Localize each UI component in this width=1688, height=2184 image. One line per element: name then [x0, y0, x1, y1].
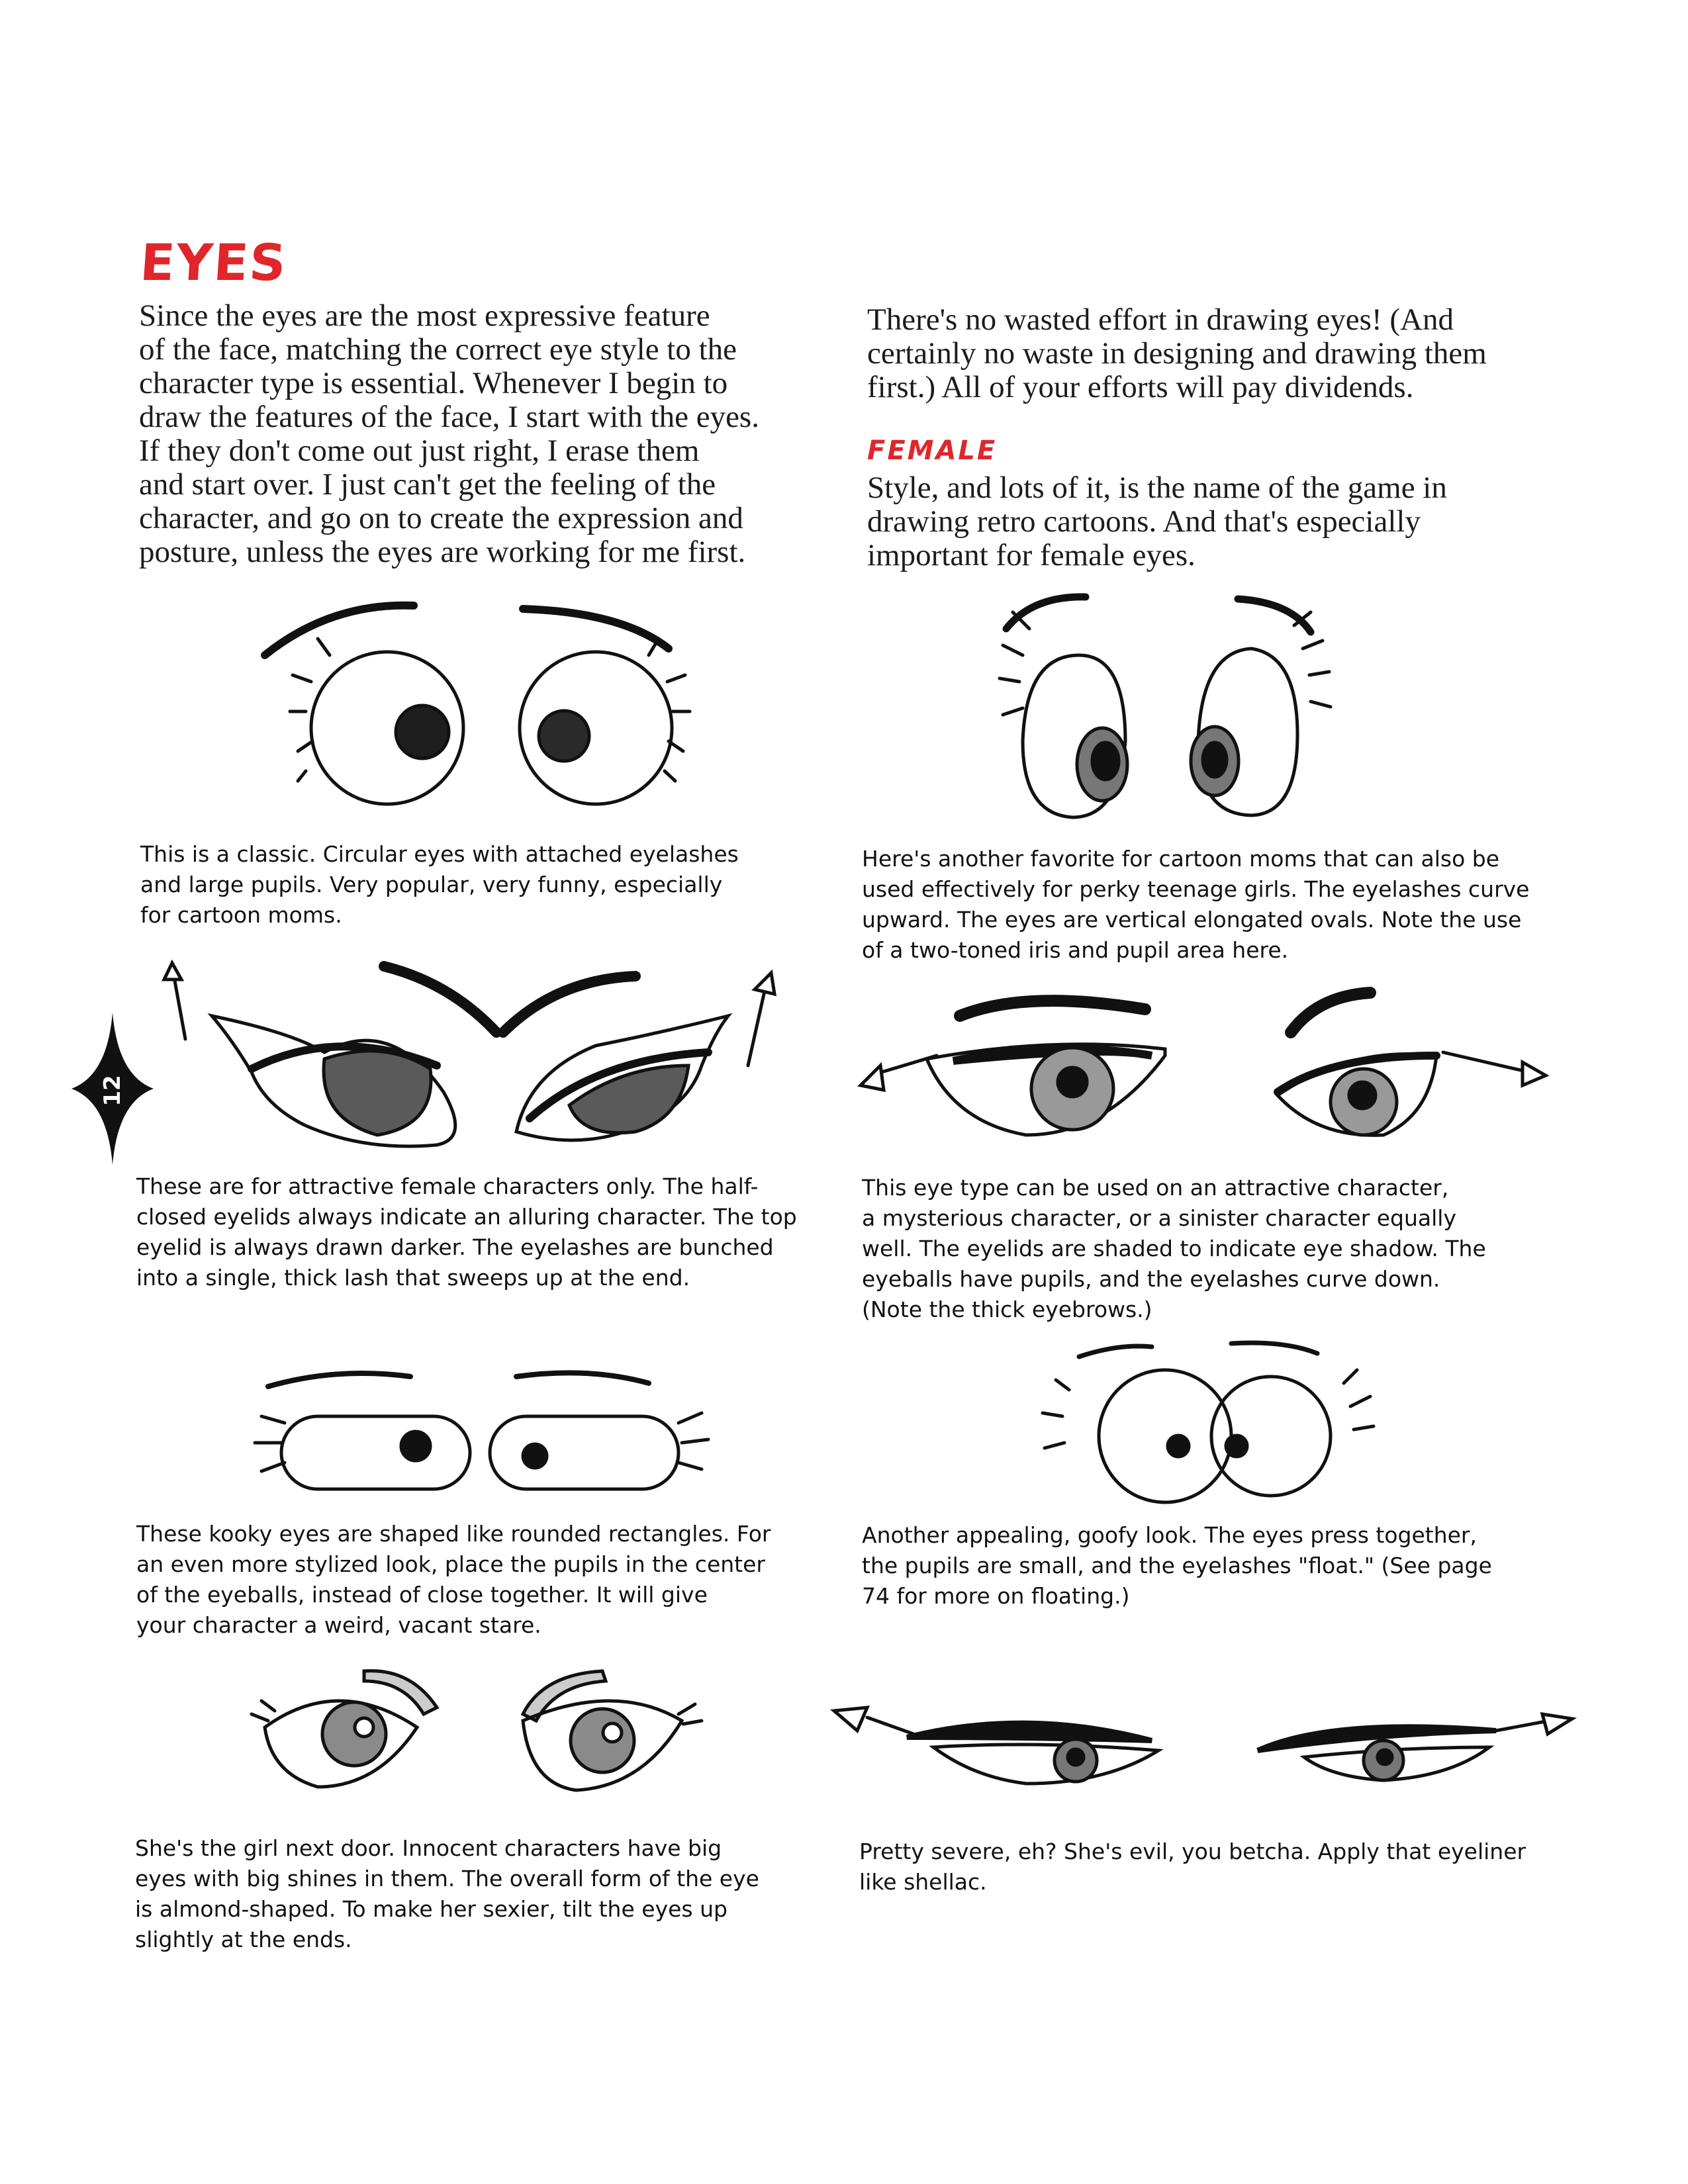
intro-left-line: If they don't come out just right, I erase them [139, 433, 700, 468]
caption-classic [140, 839, 842, 931]
half-closed-eyes-illustration [159, 953, 794, 1171]
caption-line: These kooky eyes are shaped like rounded rectangles. For [136, 1521, 771, 1547]
caption-line: This eye type can be used on an attractive character, [862, 1175, 1449, 1201]
caption-line: (Note the thick eyebrows.) [862, 1297, 1152, 1322]
caption-line: eyelid is always drawn darker. The eyelashes are bunched [136, 1234, 774, 1260]
almond-eyes-illustration [245, 1655, 722, 1813]
caption-line: of a two-toned iris and pupil area here. [862, 937, 1289, 963]
caption-mysterious [862, 1173, 1590, 1325]
intro-left-line: character, and go on to create the expression and [139, 501, 743, 535]
caption-line: the pupils are small, and the eyelashes "float." (See page [862, 1553, 1492, 1578]
caption-goofy [862, 1520, 1590, 1612]
oval-eyes-illustration [986, 582, 1357, 847]
caption-line: an even more stylized look, place the pupils in the center [136, 1551, 765, 1577]
caption-line: She's the girl next door. Innocent characters have big [135, 1835, 722, 1861]
shaded-eyes-illustration [854, 983, 1569, 1175]
caption-line: closed eyelids always indicate an alluring character. The top [136, 1204, 797, 1230]
intro-left-line: draw the features of the face, I start with the eyes. [139, 400, 759, 434]
intro-left-line: posture, unless the eyes are working for me first. [139, 535, 746, 569]
intro-left-line: of the face, matching the correct eye style to the [139, 332, 737, 367]
female-intro [867, 471, 1595, 572]
page-title: EYES [138, 233, 289, 292]
female-intro-line: important for female eyes. [867, 538, 1196, 572]
caption-line: Here's another favorite for cartoon moms that can also be [862, 846, 1500, 872]
caption-line: used effectively for perky teenage girls. The eyelashes curve [862, 876, 1530, 902]
caption-line: of the eyeballs, instead of close together. It will give [136, 1582, 708, 1608]
caption-line: a mysterious character, or a sinister character equally [862, 1205, 1457, 1231]
caption-line: into a single, thick lash that sweeps up at the end. [136, 1265, 690, 1291]
severe-eyeliner-eyes-illustration [827, 1684, 1582, 1803]
caption-line: Another appealing, goofy look. The eyes press together, [862, 1522, 1477, 1548]
intro-right-line: There's no wasted effort in drawing eyes! (And [867, 302, 1454, 337]
caption-line: 74 for more on floating.) [862, 1583, 1130, 1609]
intro-right-line: first.) All of your efforts will pay dividends. [867, 370, 1414, 404]
intro-right-line: certainly no waste in designing and drawing them [867, 336, 1487, 371]
caption-line: and large pupils. Very popular, very funny, especially [140, 872, 723, 897]
intro-left-line: Since the eyes are the most expressive feature [139, 298, 710, 333]
intro-left-line: character type is essential. Whenever I begin to [139, 366, 728, 400]
caption-evil [859, 1837, 1601, 1897]
caption-alluring [136, 1171, 851, 1293]
caption-line: eyes with big shines in them. The overall form of the eye [135, 1866, 759, 1891]
caption-kooky [136, 1519, 851, 1641]
caption-line: like shellac. [859, 1869, 987, 1895]
classic-circle-eyes-illustration [252, 582, 715, 821]
female-intro-line: Style, and lots of it, is the name of the game in [867, 471, 1447, 505]
caption-moms [862, 844, 1603, 966]
page-number: 12 [99, 1075, 126, 1107]
caption-line: for cartoon moms. [140, 902, 342, 928]
caption-line: Pretty severe, eh? She's evil, you betcha. Apply that eyeliner [859, 1839, 1526, 1864]
caption-line: slightly at the ends. [135, 1927, 352, 1952]
intro-left [139, 299, 834, 569]
caption-girl-next-door [135, 1833, 850, 1955]
caption-line: upward. The eyes are vertical elongated ovals. Note the use [862, 907, 1522, 933]
intro-left-line: and start over. I just can't get the feeling of the [139, 467, 716, 502]
female-intro-line: drawing retro cartoons. And that's especially [867, 504, 1421, 539]
section-heading-female: FEMALE [867, 435, 998, 466]
goofy-pressed-eyes-illustration [1033, 1330, 1390, 1509]
caption-line: your character a weird, vacant stare. [136, 1612, 541, 1638]
caption-line: These are for attractive female characters only. The half- [136, 1173, 759, 1199]
intro-right [867, 303, 1595, 404]
caption-line: well. The eyelids are shaded to indicate eye shadow. The [862, 1236, 1486, 1261]
caption-line: is almond-shaped. To make her sexier, tilt the eyes up [135, 1896, 727, 1922]
caption-line: This is a classic. Circular eyes with attached eyelashes [140, 841, 739, 867]
caption-line: eyeballs have pupils, and the eyelashes curve down. [862, 1266, 1440, 1292]
rounded-rectangle-eyes-illustration [245, 1347, 722, 1499]
